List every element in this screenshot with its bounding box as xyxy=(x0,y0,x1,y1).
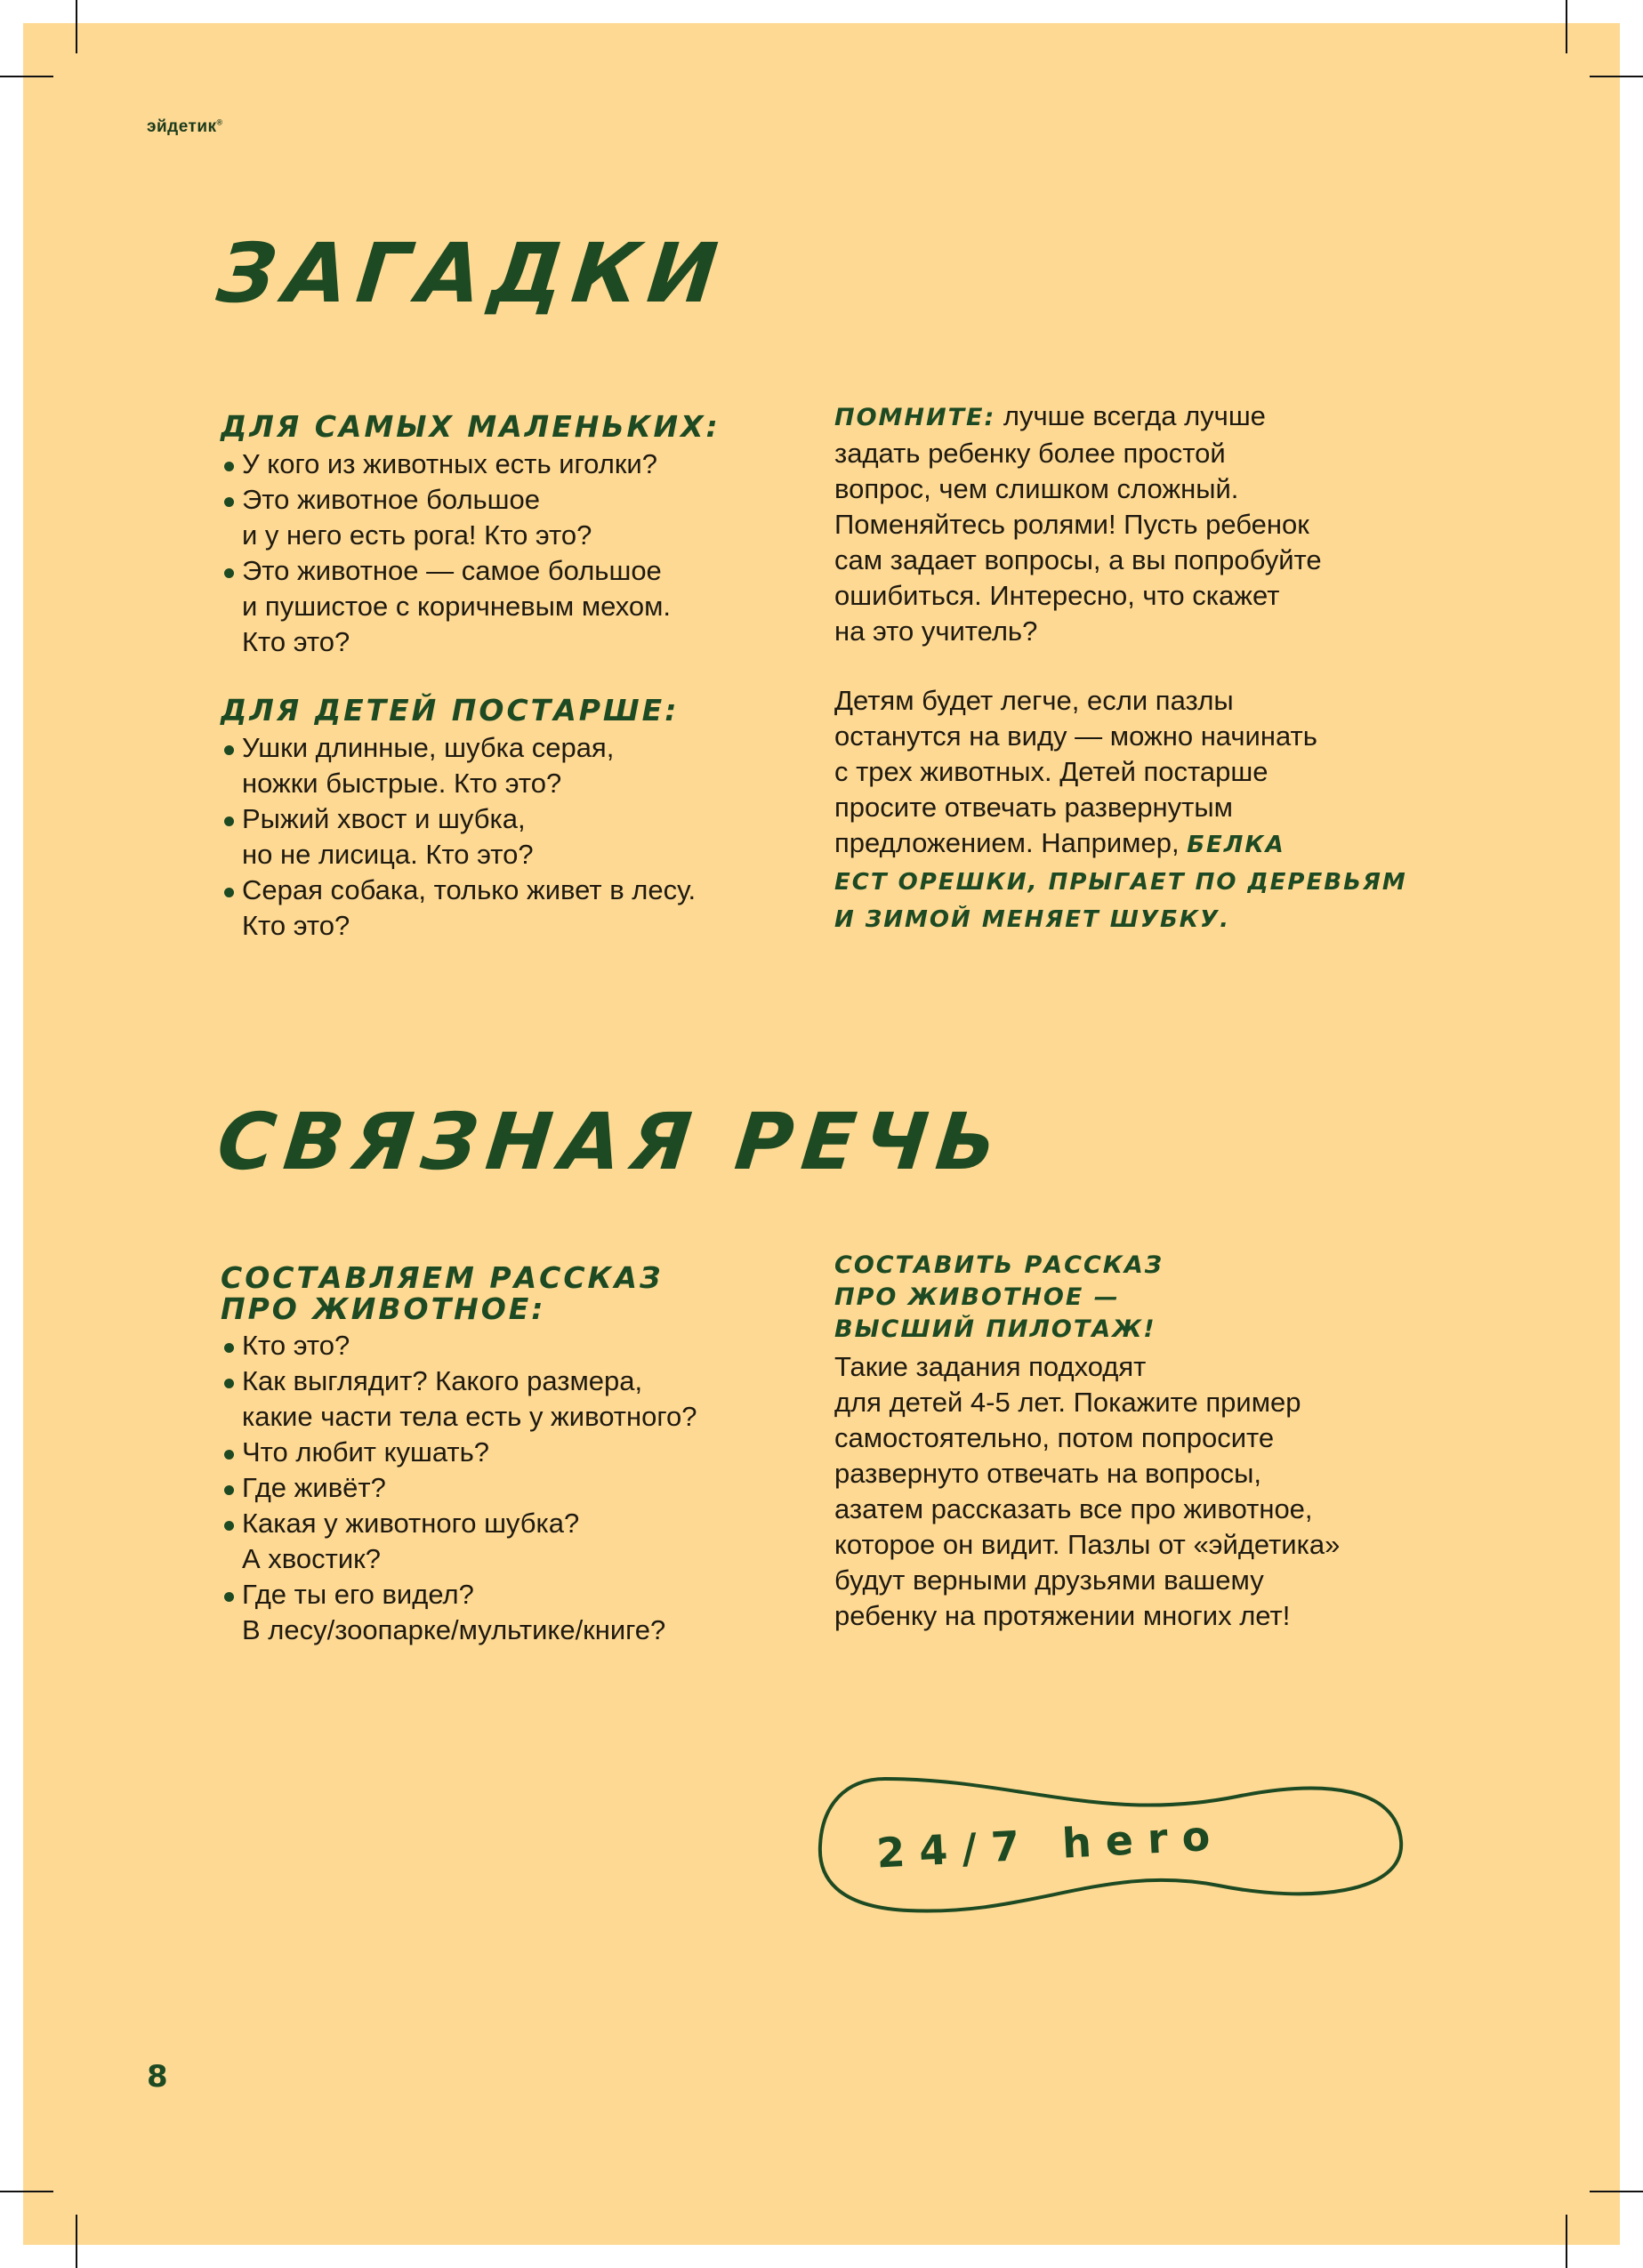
crop-mark xyxy=(1590,2191,1643,2192)
page-number: 8 xyxy=(147,2059,168,2095)
riddles-young-list xyxy=(221,446,826,660)
list-item: Как выглядит? Какого размера, какие части тела есть у животного? xyxy=(221,1363,843,1435)
riddles-older-list xyxy=(221,730,826,944)
list-item: Ушки длинные, шубка серая, ножки быстрые. Кто это? xyxy=(221,730,826,801)
pilot-paragraph: Такие задания подходят для детей 4-5 лет. Покажите пример самостоятельно, потом попросите развернуто отвечать на вопросы, азатем рассказать все про животное, которое он видит. Пазлы от «эйдетика» будут верными друзьями вашему ребенку на протяжении многих лет! xyxy=(834,1351,1341,1631)
remember-label: ПОМНИТЕ: xyxy=(834,404,996,431)
story-block xyxy=(221,1260,843,1648)
section-title-riddles: ЗАГАДКИ xyxy=(213,226,731,321)
story-list xyxy=(221,1328,843,1648)
crop-mark xyxy=(1566,0,1567,53)
story-heading: СОСТАВЛЯЕМ РАССКАЗ ПРО ЖИВОТНОЕ: xyxy=(221,1260,664,1326)
remember-paragraph: ПОМНИТЕ: лучше всегда лучше задать ребенку более простой вопрос, чем слишком сложный. Поменяйтесь ролями! Пусть ребенок сам задает вопросы, а вы попробуйте ошибиться. Интересно, что скажет на это учитель? xyxy=(834,400,1322,647)
list-item: Кто это? xyxy=(221,1328,843,1363)
riddles-young-heading: ДЛЯ САМЫХ МАЛЕНЬКИХ: xyxy=(221,409,721,444)
crop-mark xyxy=(0,2191,53,2192)
pilot-heading: СОСТАВИТЬ РАССКАЗ ПРО ЖИВОТНОЕ — ВЫСШИЙ ПИЛОТАЖ! xyxy=(834,1251,1164,1343)
list-item: Где ты его видел? В лесу/зоопарке/мультике/книге? xyxy=(221,1577,843,1648)
list-item: Серая собака, только живет в лесу. Кто это? xyxy=(221,873,826,944)
tip-paragraph: Детям будет легче, если пазлы останутся на виду — можно начинать с трех животных. Детей постарше просите отвечать развернутым предложением. Например, БЕЛКА ЕСТ ОРЕШКИ, ПРЫГАЕТ ПО ДЕРЕВЬЯМ И ЗИМОЙ МЕНЯЕТ ШУБКУ. xyxy=(834,685,1407,933)
riddles-older-block xyxy=(221,693,826,944)
tip-example: БЕЛКА ЕСТ ОРЕШКИ, ПРЫГАЕТ ПО ДЕРЕВЬЯМ И ЗИМОЙ МЕНЯЕТ ШУБКУ. xyxy=(834,832,1407,933)
list-item: Рыжий хвост и шубка, но не лисица. Кто это? xyxy=(221,801,826,873)
list-item: У кого из животных есть иголки? xyxy=(221,446,826,482)
crop-mark xyxy=(1566,2215,1567,2268)
pilot-block xyxy=(834,1250,1475,1634)
list-item: Что любит кушать? xyxy=(221,1435,843,1470)
list-item: Это животное большое и у него есть рога! Кто это? xyxy=(221,482,826,553)
crop-mark xyxy=(76,2215,77,2268)
list-item: Какая у животного шубка? А хвостик? xyxy=(221,1506,843,1577)
remember-block xyxy=(834,398,1457,649)
crop-mark xyxy=(1590,76,1643,77)
crop-mark xyxy=(76,0,77,53)
list-item: Где живёт? xyxy=(221,1470,843,1506)
crop-mark xyxy=(0,76,53,77)
hero-badge-text: 2 4 / 7 h e r o xyxy=(874,1812,1212,1878)
riddles-young-block xyxy=(221,409,826,660)
brand-logo: эйдетик® xyxy=(147,117,223,136)
riddles-older-heading: ДЛЯ ДЕТЕЙ ПОСТАРШЕ: xyxy=(221,693,680,728)
tip-block xyxy=(834,683,1475,937)
section-title-speech: СВЯЗНАЯ РЕЧЬ xyxy=(213,1096,1011,1187)
list-item: Это животное — самое большое и пушистое с коричневым мехом. Кто это? xyxy=(221,553,826,660)
hero-badge xyxy=(809,1770,1414,1921)
